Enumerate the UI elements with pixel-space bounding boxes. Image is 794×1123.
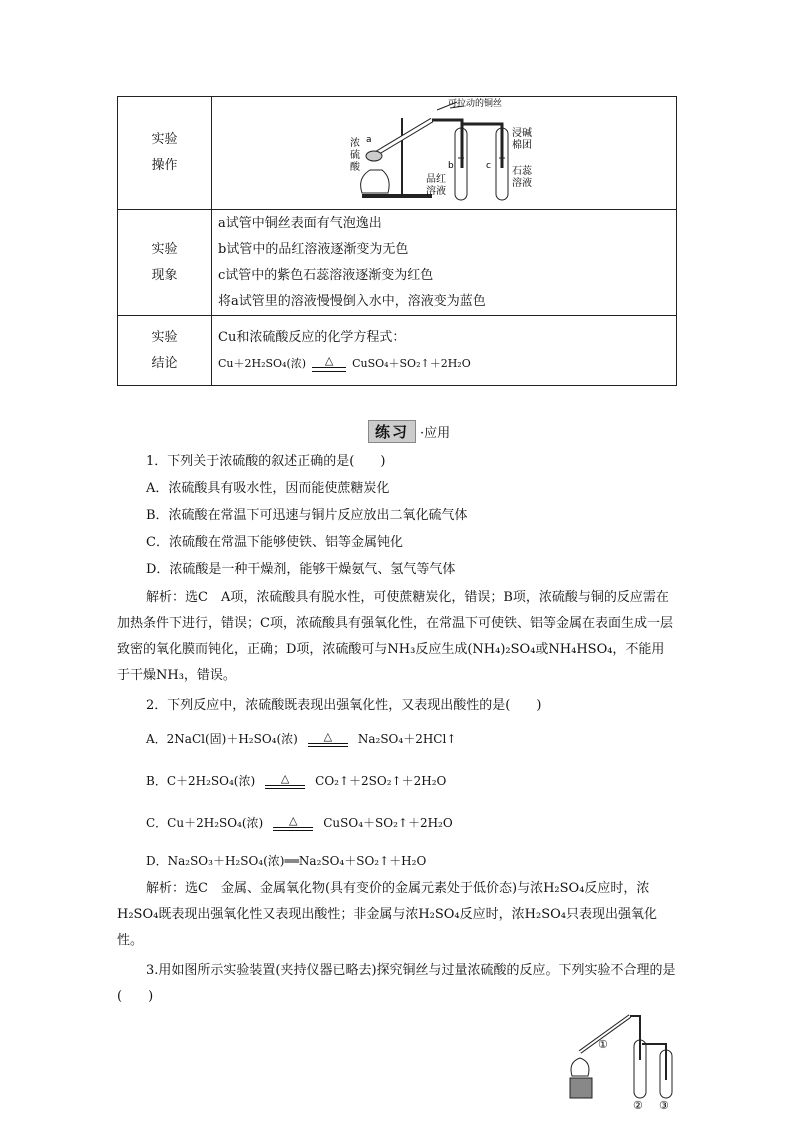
q3-apparatus-figure: [560, 1010, 690, 1110]
heat-arrow: [312, 355, 346, 372]
eq-left: Cu＋2H₂SO₄(浓): [218, 356, 307, 370]
conclusion-cell: [212, 316, 677, 386]
heat-symbol: △: [289, 813, 298, 827]
header-text: 实验: [151, 132, 178, 147]
row-header-conclusion: [118, 316, 212, 386]
heat-symbol: △: [324, 354, 334, 367]
q2-analysis: 解析：选C 金属、金属氧化物(具有变价的金属元素处于低价态)与浓H₂SO₄反应时，浓H₂SO₄既表现出强氧化性又表现出酸性；非金属与浓H₂SO₄反应时，浓H₂SO₄只表现出强氧化性。: [117, 881, 657, 948]
header-text: 实验: [151, 241, 178, 257]
label-pull-wire: 可拉动的铜丝: [448, 98, 503, 109]
phenomenon-line: a试管中铜丝表面有气泡逸出: [218, 215, 382, 231]
q2-c-left: C．Cu＋2H₂SO₄(浓): [146, 816, 264, 830]
experiment-table: [117, 96, 677, 386]
label-b: b: [448, 160, 454, 171]
heat-symbol: △: [323, 729, 333, 743]
q2-stem: 2．下列反应中，浓硫酸既表现出强氧化性，又表现出酸性的是( ): [146, 698, 542, 713]
q3-stem: 3.用如图所示实验装置(夹持仪器已略去)探究铜丝与过量浓硫酸的反应。下列实验不合理的是( ): [117, 963, 676, 1004]
label-rongye: 溶液: [512, 177, 532, 189]
q1-option-a: A．浓硫酸具有吸水性，因而能使蔗糖炭化: [146, 481, 390, 496]
eq-right: CuSO₄＋SO₂↑＋2H₂O: [352, 356, 471, 370]
label-jinjian: 浸碱: [512, 127, 532, 139]
q1-option-c: C．浓硫酸在常温下能够使铁、铝等金属钝化: [146, 535, 403, 550]
q2-d-text: D．Na₂SO₃＋H₂SO₄(浓)══Na₂SO₄＋SO₂↑＋H₂O: [146, 854, 427, 868]
label-miantuan: 棉团: [512, 139, 532, 151]
label-a: a: [366, 134, 372, 145]
q1-option-d: D．浓硫酸是一种干燥剂，能够干燥氨气、氢气等气体: [146, 562, 456, 577]
label-3: ③: [659, 1099, 669, 1110]
q2-option-d: [146, 852, 426, 869]
q1-analysis: 解析：选C A项，浓硫酸具有脱水性，可使蔗糖炭化，错误；B项，浓硫酸与铜的反应需在加热条件下进行，错误；C项，浓硫酸具有强氧化性，在常温下可使铁、铝等金属在表面生成一层致密的氧化膜而钝化，正确；D项，浓硫酸可与NH₃反应生成(NH₄)₂SO₄或NH₄HSO₄，不能用于干燥NH₃，错误。: [117, 590, 673, 683]
header-text: 现象: [151, 267, 178, 283]
conclusion-line: Cu和浓硫酸反应的化学方程式：: [218, 329, 406, 345]
phenomenon-cell: [212, 210, 677, 316]
q2-option-a: [146, 730, 456, 747]
apparatus-figure-cell: [212, 97, 677, 210]
q2-option-b: [146, 772, 446, 789]
phenomenon-line: b试管中的品红溶液逐渐变为无色: [218, 241, 409, 257]
row-header-operation: [118, 97, 212, 210]
header-text: 操作: [151, 158, 178, 173]
label-c: c: [486, 160, 491, 171]
q2-a-left: A．2NaCl(固)＋H₂SO₄(浓): [146, 732, 298, 746]
q2-b-left: B．C＋2H₂SO₄(浓): [146, 774, 256, 788]
label-pinhong: 品红: [426, 173, 446, 185]
label-acid: 酸: [350, 161, 360, 173]
phenomenon-line: c试管中的紫色石蕊溶液逐渐变为红色: [218, 267, 434, 283]
heat-arrow: [261, 773, 309, 789]
q2-option-c: [146, 814, 453, 831]
header-text: 结论: [151, 355, 178, 371]
q2-b-right: CO₂↑＋2SO₂↑＋2H₂O: [315, 774, 447, 788]
conclusion-equation: [218, 351, 676, 377]
label-rongye: 溶液: [426, 185, 446, 197]
row-header-phenomenon: [118, 210, 212, 316]
q2-a-right: Na₂SO₄＋2HCl↑: [357, 732, 457, 746]
label-conc: 浓: [350, 137, 360, 149]
label-shirui: 石蕊: [512, 165, 532, 177]
banner-suffix: ·应用: [420, 425, 451, 441]
q2-c-right: CuSO₄＋SO₂↑＋2H₂O: [323, 816, 453, 830]
q1-option-b: B．浓硫酸在常温下可迅速与铜片反应放出二氧化硫气体: [146, 508, 468, 523]
header-text: 实验: [151, 329, 178, 345]
q1-stem: 1．下列关于浓硫酸的叙述正确的是( ): [146, 454, 386, 469]
phenomenon-line: 将a试管里的溶液慢慢倒入水中，溶液变为蓝色: [218, 293, 486, 309]
heat-arrow: [269, 815, 317, 831]
heat-arrow: [304, 731, 352, 747]
banner-box: 练习: [368, 420, 416, 443]
apparatus-figure: [212, 98, 676, 209]
label-1: ①: [598, 1038, 608, 1051]
label-2: ②: [633, 1099, 643, 1110]
heat-symbol: △: [280, 771, 290, 785]
label-sulfur: 硫: [350, 149, 360, 161]
section-banner: [368, 420, 450, 442]
